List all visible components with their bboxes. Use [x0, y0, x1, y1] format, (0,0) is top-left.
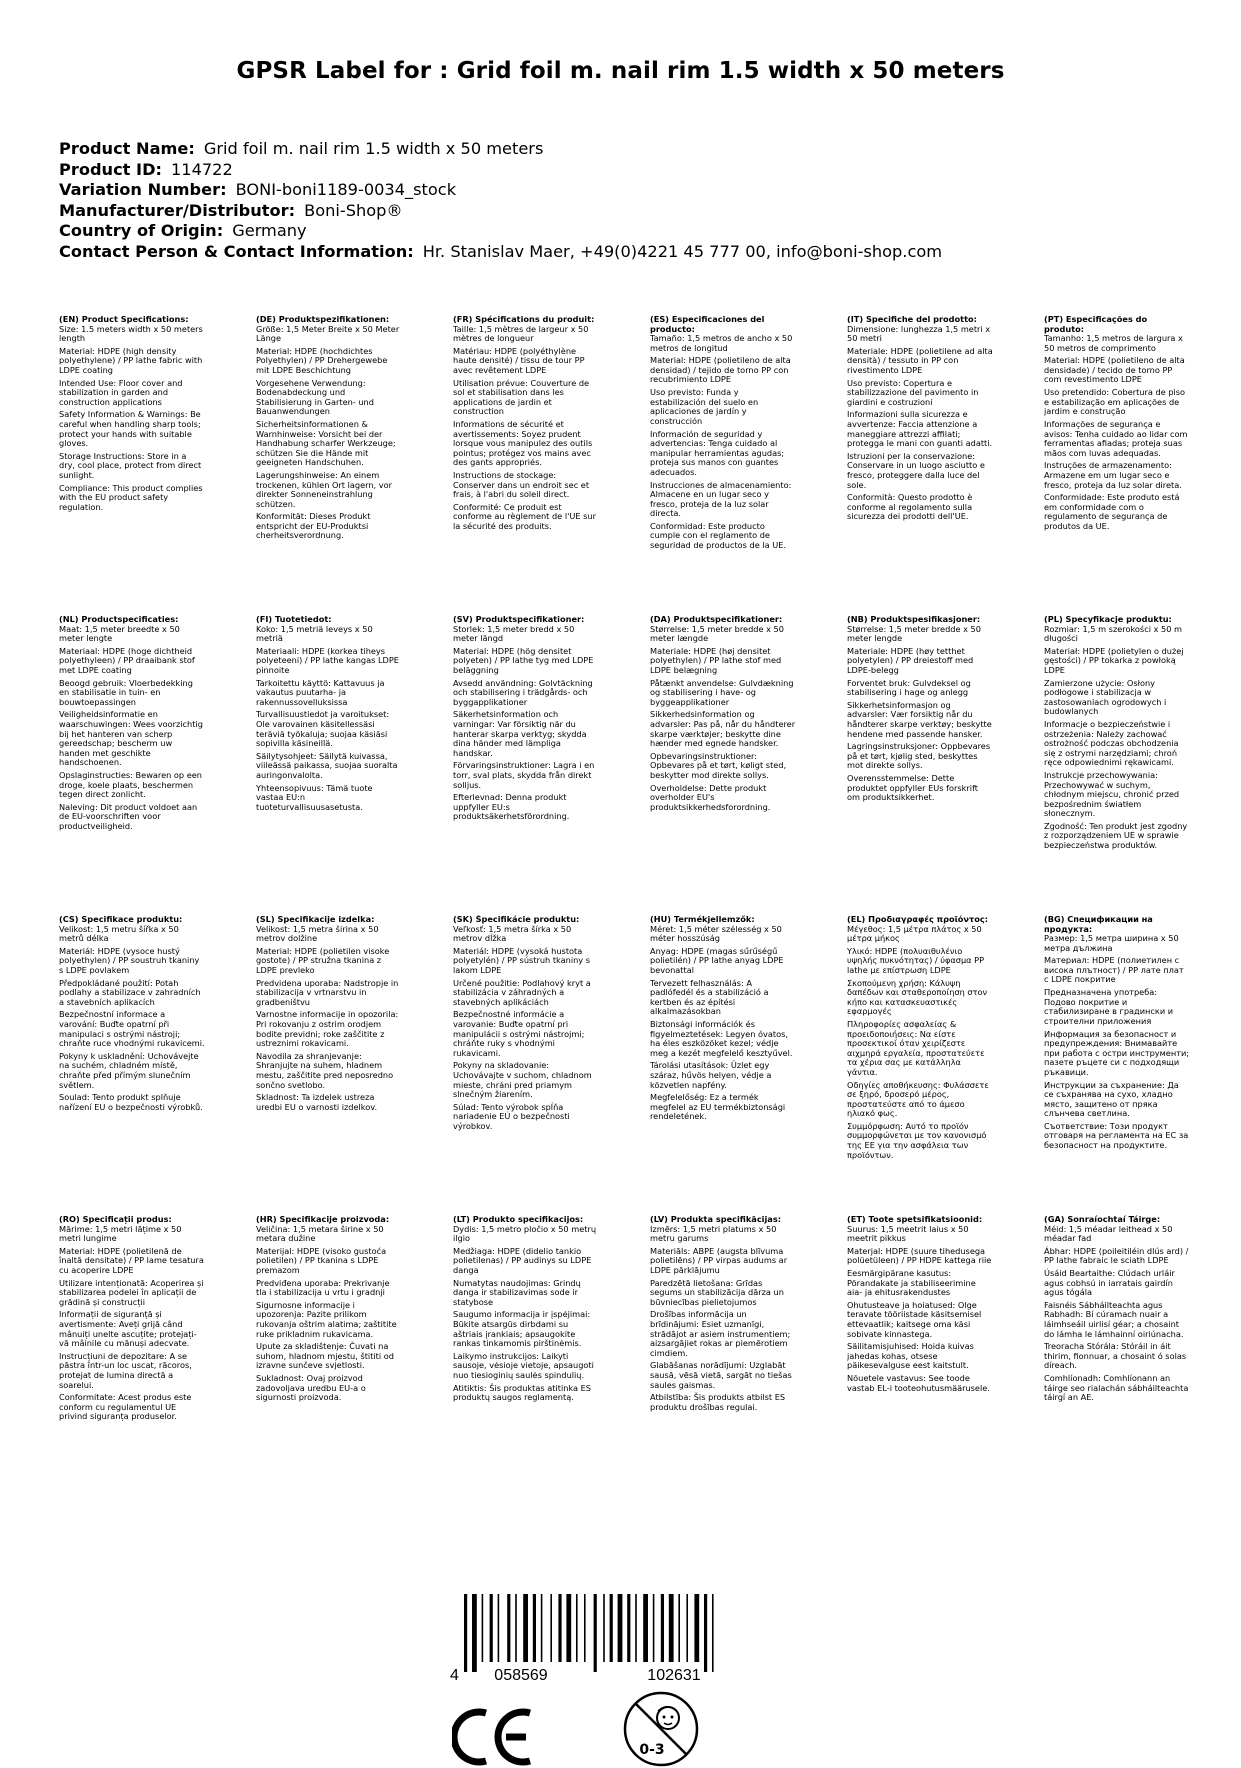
spec-paragraph: Информация за безопасност и предупреждения: Внимавайте при работа с остри инструменти; пазете ръцете си с подходящи ръкавици.	[1044, 1028, 1190, 1077]
spec-paragraph: Predvidena uporaba: Nadstropje in stabilizacija v vrtnarstvu in gradbeništvu	[256, 977, 399, 1007]
barcode-bar	[643, 1594, 648, 1662]
barcode-bar	[694, 1594, 699, 1662]
spec-paragraph: Materiál: HDPE (vysoká hustota polyetylén) / PP sústruh tkaniny s lakom LDPE	[453, 945, 591, 975]
spec-paragraph: Overholdelse: Dette produkt overholder EU's produktsikkerhedsforordning.	[650, 782, 771, 812]
spec-header: (CS) Specifikace produktu:	[59, 915, 183, 924]
spec-header: (LV) Produkta specifikācijas:	[650, 1215, 781, 1224]
spec-paragraph: Navodila za shranjevanje: Shranjujte na suhem, hladnem mestu, zaščitite pred neposredno sončno svetlobo.	[256, 1050, 394, 1090]
spec-paragraph: Súlad: Tento výrobok spĺňa nariadenie EÚ o bezpečnosti výrobkov.	[453, 1101, 570, 1131]
spec-paragraph: Storage Instructions: Store in a dry, cool place, protect from direct sunlight.	[59, 450, 202, 480]
spec-paragraph: Anyag: HDPE (magas sűrűségű polietilén) / PP lathe anyag LDPE bevonattal	[650, 945, 784, 975]
spec-paragraph: Material: HDPE (polietilen visoke gostote) / PP stružna tkanina z LDPE prevleko	[256, 945, 390, 975]
spec-paragraph: Veiligheidsinformatie en waarschuwingen: Wees voorzichtig bij het hanteren van scherp gereedschap; bescherm uw handen met geschikte handschoenen.	[59, 709, 203, 768]
spec-paragraph: Zgodność: Ten produkt jest zgodny z rozporządzeniem UE w sprawie bezpieczeństwa produktów.	[1044, 820, 1188, 850]
spec-paragraph: Lagringsinstruksjoner: Oppbevares på et tørt, kjølig sted, beskyttes mot direkte sollys.	[847, 741, 991, 771]
spec-paragraph: Megfelelőség: Ez a termék megfelel az EU termékbiztonsági rendeletének.	[650, 1092, 786, 1122]
spec-paragraph: Pokyny na skladovanie: Uchovávajte v suchom, chladnom mieste, chráni pred priamym slnečným žiarením.	[453, 1060, 592, 1100]
spec-paragraph: Efterlevnad: Denna produkt uppfyller EU:s produktsäkerhetsförordning.	[453, 792, 570, 822]
spec-paragraph: Conformità: Questo prodotto è conforme al regolamento sulla sicurezza dei prodotti dell'UE.	[847, 492, 973, 522]
spec-paragraph: Tamaño: 1,5 metros de ancho x 50 metros de longitud	[650, 333, 793, 353]
spec-paragraph: Úsáid Beartaithe: Clúdach urláir agus cobhsú in iarratais gairdín agus tógála	[1044, 1268, 1175, 1298]
spec-block	[650, 315, 796, 615]
spec-paragraph: Συμμόρφωση: Αυτό το προϊόν συμμορφώνεται με τον κανονισμό της ΕΕ για την ασφάλεια των προϊόντων.	[847, 1120, 987, 1160]
spec-paragraph: Vorgesehene Verwendung: Bodenabdeckung und Stabilisierung in Garten- und Bauanwendungen	[256, 377, 374, 417]
info-value: Germany	[232, 221, 307, 241]
spec-paragraph: Saugumo informacija ir įspėjimai: Būkite atsargūs dirbdami su aštriais įrankiais; apsaugokite rankas tinkamomis pirštinėmis.	[453, 1309, 591, 1349]
spec-paragraph: Materiale: HDPE (høj densitet polyethylen) / PP lathe stof med LDPE belægning	[650, 645, 782, 675]
spec-paragraph: Drošības informācija un brīdinājumi: Esiet uzmanīgi, strādājot ar asiem instrumentiem; aizsargājiet rokas ar piemērotiem cimdiem.	[650, 1309, 791, 1358]
spec-header: (LT) Produkto specifikacijos:	[453, 1215, 584, 1224]
barcode-digits-right: 102631	[647, 1667, 701, 1684]
spec-paragraph: Material: HDPE (high density polyethylene) / PP lathe fabric with LDPE coating	[59, 345, 203, 375]
info-label: Manufacturer/Distributor:	[59, 200, 296, 220]
spec-paragraph: Sigurnosne informacije i upozorenja: Pazite prilikom rukovanja oštrim alatima; zaštitite ruke prikladnim rukavicama.	[256, 1299, 397, 1339]
spec-paragraph: Maat: 1,5 meter breedte x 50 meter lengte	[59, 623, 180, 644]
spec-block	[256, 615, 402, 915]
spec-header: (HU) Termékjellemzők:	[650, 915, 755, 924]
spec-block	[650, 615, 796, 915]
spec-paragraph: Laikymo instrukcijos: Laikyti sausoje, vėsioje vietoje, apsaugoti nuo tiesioginių saulės spindulių.	[453, 1350, 594, 1380]
spec-paragraph: Sukladnost: Ovaj proizvod zadovoljava uredbu EU-a o sigurnosti proizvoda.	[256, 1373, 366, 1403]
spec-paragraph: Påtænkt anvendelse: Gulvdækning og stabilisering i have- og byggeapplikationer	[650, 677, 794, 707]
spec-header: (PT) Especificações do produto:	[1044, 315, 1148, 334]
barcode-bar	[498, 1594, 500, 1662]
spec-paragraph: Skladnost: Ta izdelek ustreza uredbi EU o varnosti izdelkov.	[256, 1092, 378, 1112]
spec-header: (NL) Productspecificaties:	[59, 615, 179, 624]
spec-block	[453, 615, 599, 915]
spec-paragraph: Informations de sécurité et avertissements: Soyez prudent lorsque vous manipulez des outils pointus; protégez vos mains avec des gants appropriés.	[453, 419, 593, 468]
barcode-bar	[515, 1594, 517, 1662]
spec-paragraph: Upute za skladištenje: Čuvati na suhom, hladnom mjestu, štititi od izravne sunčeve svjetlosti.	[256, 1341, 394, 1371]
info-label: Variation Number:	[59, 180, 227, 200]
spec-paragraph: Størrelse: 1,5 meter bredde x 50 meter lengde	[847, 623, 981, 644]
spec-paragraph: Opbevaringsinstruktioner: Opbevares på et tørt, køligt sted, beskytter mod direkte sollys.	[650, 750, 787, 780]
spec-paragraph: Conformité: Ce produit est conforme au règlement de l'UE sur la sécurité des produits.	[453, 501, 596, 531]
spec-paragraph: Instrucciones de almacenamiento: Almacene en un lugar seco y fresco, proteja de la luz solar directa.	[650, 479, 792, 519]
manufacturer-row	[59, 201, 942, 222]
spec-paragraph: Veľkosť: 1,5 metra šírka x 50 metrov dĺžka	[453, 923, 572, 944]
spec-block	[1044, 615, 1190, 915]
barcode-bar	[576, 1594, 578, 1662]
barcode-bar	[618, 1594, 623, 1662]
spec-block	[59, 1215, 205, 1515]
spec-paragraph: Materiale: HDPE (polietilene ad alta densità) / tessuto in PP con rivestimento LDPE	[847, 345, 993, 375]
spec-paragraph: Velikost: 1,5 metra širina x 50 metrov dolžine	[256, 923, 379, 944]
spec-paragraph: Informazioni sulla sicurezza e avvertenze: Faccia attenzione a maneggiare attrezzi affilati; protegga le mani con guanti adatti.	[847, 409, 993, 449]
barcode-bar	[584, 1594, 586, 1662]
spec-paragraph: Υλικό: HDPE (πολυαιθυλένιο υψηλής πυκνότητας) / ύφασμα PP lathe με επίστρωση LDPE	[847, 945, 985, 975]
spec-paragraph: Ohutusteave ja hoiatused: Olge teravate tööriistade käsitsemisel ettevaatlik; kaitsege oma käsi sobivate kinnastega.	[847, 1299, 982, 1339]
spec-block	[256, 1215, 402, 1515]
product-id-row	[59, 160, 942, 181]
spec-paragraph: Informações de segurança e avisos: Tenha cuidado ao lidar com ferramentas afiadas; proteja suas mãos com luvas adequadas.	[1044, 419, 1188, 458]
spec-paragraph: Förvaringsinstruktioner: Lagra i en torr, sval plats, skydda från direkt solljus.	[453, 760, 595, 790]
spec-paragraph: Lagerungshinweise: An einem trockenen, kühlen Ort lagern, vor direkter Sonneneinstrahlung schützen.	[256, 469, 392, 509]
info-value: Boni-Shop®	[304, 200, 403, 220]
spec-paragraph: Material: HDPE (polietilenă de înaltă densitate) / PP lame tesatura cu acoperire LDPE	[59, 1245, 204, 1275]
spec-paragraph: Forventet bruk: Gulvdeksel og stabilisering i hage og anlegg	[847, 677, 971, 698]
spec-paragraph: Intended Use: Floor cover and stabilization in garden and construction applications	[59, 377, 183, 407]
spec-block	[453, 915, 599, 1215]
spec-paragraph: Materiale: HDPE (høy tetthet polyetylen) / PP dreiestoff med LDPE-belegg	[847, 645, 974, 675]
spec-block	[453, 1215, 599, 1515]
spec-paragraph: Turvallisuustiedot ja varoitukset: Ole varovainen käsitellessäsi teräviä työkaluja; suojaa käsiäsi sopivilla käsineillä.	[256, 709, 390, 749]
spec-paragraph: Overensstemmelse: Dette produktet oppfyller EUs forskrift om produktsikkerhet.	[847, 773, 979, 803]
spec-header: (SV) Produktspecifikationer:	[453, 615, 585, 624]
info-label: Product ID:	[59, 159, 162, 179]
barcode-bar	[678, 1594, 680, 1662]
spec-paragraph: Инструкции за съхранение: Да се съхранява на сухо, хладно място, защитено от пряка слънчева светлина.	[1044, 1079, 1179, 1119]
spec-paragraph: Bezpečnostní informace a varování: Buďte opatrní při manipulaci s ostrými nástroji; chraňte ruce vhodnými rukavicemi.	[59, 1009, 205, 1049]
spec-paragraph: Ábhar: HDPE (poileitiléin dlús ard) / PP lathe fabraic le sciath LDPE	[1044, 1245, 1189, 1266]
spec-header: (NB) Produktspesifikasjoner:	[847, 615, 981, 624]
spec-paragraph: Material: HDPE (polietileno de alta densidade) / tecido de torno PP com revestimento LDPE	[1044, 355, 1185, 385]
spec-paragraph: Materiaal: HDPE (hoge dichtheid polyethyleen) / PP draaibank stof met LDPE coating	[59, 645, 195, 675]
spec-paragraph: Tarkoitettu käyttö: Kattavuus ja vakautus puutarha- ja rakennussovelluksissa	[256, 677, 385, 707]
spec-paragraph: Οδηγίες αποθήκευσης: Φυλάσσετε σε ξηρό, δροσερό μέρος, προστατεύστε από το άμεσο ηλιακό φως.	[847, 1079, 989, 1119]
spec-block	[1044, 1215, 1190, 1515]
spec-paragraph: Nõuetele vastavus: See toode vastab EL-i tooteohutusmäärusele.	[847, 1373, 990, 1393]
spec-block	[256, 915, 402, 1215]
spec-paragraph: Instructions de stockage: Conserver dans un endroit sec et frais, à l'abri du soleil direct.	[453, 469, 590, 500]
spec-paragraph: Säkerhetsinformation och varningar: Var försiktig när du hanterar skarpa verktyg; skydda dina händer med lämpliga handskar.	[453, 709, 587, 758]
spec-paragraph: Biztonsági információk és figyelmeztetések: Legyen óvatos, ha éles eszközöket kezel; védje meg a kezét megfelelő kesztyűvel.	[650, 1019, 793, 1058]
spec-paragraph: Určené použitie: Podlahový kryt a stabilizácia v záhradných a stavebných aplikáciách	[453, 977, 591, 1007]
spec-paragraph: Materiāls: ABPE (augsta blīvuma polietilēns) / PP virpas audums ar LDPE pārklājumu	[650, 1245, 788, 1275]
spec-block	[59, 615, 205, 915]
spec-paragraph: Material: HDPE (polietileno de alta densidad) / tejido de torno PP con recubrimiento LDPE	[650, 355, 791, 385]
barcode-digit-first: 4	[450, 1667, 459, 1684]
spec-block	[650, 1215, 796, 1515]
spec-header: (ET) Toote spetsifikatsioonid:	[847, 1215, 983, 1224]
spec-paragraph: Opslaginstructies: Bewaren op een droge, koele plaats, beschermen tegen direct zonlicht.	[59, 769, 202, 800]
spec-paragraph: Tamanho: 1,5 metros de largura x 50 metros de comprimento	[1044, 333, 1183, 353]
country-of-origin-row	[59, 221, 942, 242]
spec-paragraph: Matériau: HDPE (polyéthylène haute densité) / tissu de tour PP avec revêtement LDPE	[453, 345, 585, 375]
spec-block	[59, 315, 205, 615]
spec-paragraph: Veličina: 1,5 metara širine x 50 metara dužine	[256, 1223, 384, 1244]
spec-paragraph: Uso previsto: Copertura e stabilizzazione del pavimento in giardini e costruzioni	[847, 377, 979, 407]
spec-paragraph: Instrukcje przechowywania: Przechowywać w suchym, chłodnym miejscu, chronić przed bezpośrednim światłem słonecznym.	[1044, 769, 1180, 819]
spec-paragraph: Материал: HDPE (полиетилен с висока плътност) / PP лате плат с LDPE покритие	[1044, 955, 1184, 985]
spec-paragraph: Größe: 1,5 Meter Breite x 50 Meter Länge	[256, 323, 400, 344]
spec-paragraph: Informații de siguranță și avertismente: Aveți grijă când mânuiți unelte ascuțite; protejați-vă mâinile cu mănuși adecvate.	[59, 1309, 197, 1349]
spec-paragraph: Πληροφορίες ασφαλείας & προειδοποιήσεις: Να είστε προσεκτικοί όταν χειρίζεστε αιχμηρά εργαλεία, προστατεύετε τα χέρια σας με κατάλληλα γάντια.	[847, 1019, 985, 1077]
spec-paragraph: Konformität: Dieses Produkt entspricht der EU-Produktsi cherheitsverordnung.	[256, 511, 371, 541]
barcode-bar	[669, 1594, 674, 1662]
spec-paragraph: Izmērs: 1,5 metri platums x 50 metru garums	[650, 1223, 777, 1244]
spec-paragraph: Atitiktis: Šis produktas atitinka ES produktų saugos reglamentą.	[453, 1382, 591, 1403]
spec-paragraph: Suurus: 1,5 meetrit laius x 50 meetrit pikkus	[847, 1223, 969, 1244]
barcode-bar	[686, 1594, 688, 1662]
info-label: Country of Origin:	[59, 221, 224, 241]
barcode-bar	[472, 1594, 477, 1672]
spec-paragraph: Varnostne informacije in opozorila: Pri rokovanju z ostrim orodjem bodite previdni; roke zaščitite z ustreznimi rokavicami.	[256, 1009, 399, 1049]
spec-paragraph: Material: HDPE (hochdichtes Polyethylen) / PP Drehergewebe mit LDPE Beschichtung	[256, 345, 388, 375]
spec-paragraph: Tervezett felhasználás: A padlófedél és a stabilizáció a kertben és az építési alkalmazásokban	[650, 977, 769, 1017]
spec-header: (EN) Product Specifications:	[59, 315, 189, 324]
spec-block	[59, 915, 205, 1215]
spec-block	[453, 315, 599, 615]
variation-number-row	[59, 180, 942, 201]
spec-paragraph: Koko: 1,5 metriä leveys x 50 metriä	[256, 623, 373, 644]
barcode-bar	[558, 1594, 561, 1662]
spec-paragraph: Instruções de armazenamento: Armazene em um lugar seco e fresco, proteja da luz solar direta.	[1044, 460, 1182, 490]
spec-paragraph: Glabāšanas norādījumi: Uzglabāt sausā, vēsā vietā, sargāt no tiešas saules gaismas.	[650, 1360, 792, 1390]
spec-paragraph: Zamierzone użycie: Osłony podłogowe i stabilizacja w zastosowaniach ogrodowych i budowlanych	[1044, 677, 1167, 717]
spec-paragraph: Съответствие: Този продукт отговаря на регламента на ЕС за безопасност на продуктите.	[1044, 1120, 1189, 1150]
contact-row	[59, 242, 942, 263]
spec-paragraph: Pokyny k uskladnění: Uchovávejte na suchém, chladném místě, chraňte před přímým slunečním světlem.	[59, 1050, 199, 1090]
spec-paragraph: Avsedd användning: Golvtäckning och stabilisering i trädgårds- och byggapplikationer	[453, 677, 593, 707]
spec-paragraph: Yhteensopivuus: Tämä tuote vastaa EU:n tuoteturvallisuusasetusta.	[256, 782, 373, 812]
barcode-bar	[653, 1594, 655, 1662]
spec-paragraph: Uso pretendido: Cobertura de piso e estabilização em aplicações de jardim e construção	[1044, 387, 1186, 417]
barcode-bar	[550, 1594, 552, 1662]
spec-block	[650, 915, 796, 1215]
spec-paragraph: Faisnéis Sábháilteachta agus Rabhadh: Bí cúramach nuair a láimhseáil uirlisí géar; a chosaint do lámha le lámhainní oiriúnacha.	[1044, 1299, 1184, 1339]
spec-paragraph: Taille: 1,5 mètres de largeur x 50 mètres de longueur	[453, 323, 589, 344]
spec-paragraph: Materiál: HDPE (vysoce hustý polyethylen) / PP soustruh tkaniny s LDPE povlakem	[59, 945, 200, 975]
age-warning-text: 0-3	[639, 1742, 665, 1758]
spec-header: (EL) Προδιαγραφές προϊόντος:	[847, 915, 988, 924]
spec-paragraph: Naleving: Dit product voldoet aan de EU-voorschriften voor productveiligheid.	[59, 801, 198, 831]
spec-paragraph: Sikkerhetsinformasjon og advarsler: Vær forsiktig når du håndterer skarpe verktøy; beskytte hendene med passende hansker.	[847, 699, 992, 739]
spec-paragraph: Dydis: 1,5 metro pločio x 50 metrų ilgio	[453, 1223, 597, 1244]
spec-paragraph: Treoracha Stórála: Stóráil in áit thirim, fionnuar, a chosaint ó solas díreach.	[1044, 1341, 1187, 1371]
spec-header: (BG) Спецификации на продукта:	[1044, 915, 1153, 934]
spec-header: (GA) Sonraíochtaí Táirge:	[1044, 1215, 1161, 1224]
age-warning-icon	[622, 1690, 700, 1768]
barcode-bar	[635, 1594, 637, 1662]
info-value: Hr. Stanislav Maer, +49(0)4221 45 777 00, info@boni-shop.com	[422, 241, 943, 261]
page-title: GPSR Label for : Grid foil m. nail rim 1.5 width x 50 meters	[236, 58, 1005, 84]
spec-paragraph: Comhlíonadh: Comhlíonann an táirge seo rialachán sábháilteachta táirgí an AE.	[1044, 1373, 1189, 1403]
spec-paragraph: Materjal: HDPE (suure tihedusega polüetüleen) / PP HDPE kattega riie	[847, 1245, 992, 1266]
product-info	[59, 139, 942, 263]
barcode-bar	[594, 1594, 597, 1672]
spec-paragraph: Materiał: HDPE (polietylen o dużej gęstości) / PP tokarka z powłoką LDPE	[1044, 645, 1184, 675]
spec-paragraph: Säilytysohjeet: Säilytä kuivassa, viileässä paikassa, suojaa suoralta auringonvalolta.	[256, 750, 398, 780]
barcode-bar	[490, 1594, 493, 1662]
barcode-bar	[523, 1594, 528, 1662]
barcode-bar	[507, 1594, 510, 1662]
spec-paragraph: Instrucțiuni de depozitare: A se păstra într-un loc uscat, răcoros, protejat de lumina directă a soarelui.	[59, 1350, 192, 1390]
spec-paragraph: Uso previsto: Funda y estabilización del suelo en aplicaciones de jardín y construcción	[650, 387, 759, 426]
spec-paragraph: Sikkerhedsinformation og advarsler: Pas på, når du håndterer skarpe værktøjer; beskytte dine hænder med egnede handsker.	[650, 709, 796, 749]
spec-paragraph: Informacje o bezpieczeństwie i ostrzeżenia: Należy zachować ostrożność podczas obchodzenia się z ostrymi narzędziami; chroń ręce odpowiednimi rękawicami.	[1044, 719, 1179, 768]
barcode-bar	[541, 1594, 543, 1662]
spec-block	[847, 315, 993, 615]
spec-paragraph: Méret: 1,5 méter szélesség x 50 méter hosszúság	[650, 923, 782, 944]
barcode-bar	[533, 1594, 536, 1662]
spec-paragraph: Σκοπούμενη χρήση: Κάλυψη δαπέδων και σταθεροποίηση στον κήπο και κατασκευαστικές εφαρμογές	[847, 977, 988, 1017]
spec-paragraph: Méid: 1,5 méadar leithead x 50 méadar fad	[1044, 1223, 1173, 1244]
info-label: Contact Person & Contact Information:	[59, 241, 414, 261]
spec-paragraph: Säilitamisjuhised: Hoida kuivas jahedas kohas, otsese päikesevalguse eest kaitstult.	[847, 1341, 974, 1371]
spec-header: (PL) Specyfikacje produktu:	[1044, 615, 1172, 624]
barcode-bar	[603, 1594, 605, 1662]
spec-paragraph: Размер: 1,5 метра ширина x 50 метра дължина	[1044, 933, 1179, 953]
spec-paragraph: Conformidade: Este produto está em conformidade com o regulamento de segurança de produtos da UE.	[1044, 492, 1180, 531]
spec-paragraph: Materijal: HDPE (visoko gustoća polietilen) / PP tkanina s LDPE premazom	[256, 1245, 387, 1275]
barcode-bar	[566, 1594, 571, 1662]
spec-paragraph: Numatytas naudojimas: Grindų danga ir stabilizavimas sode ir statybose	[453, 1277, 581, 1307]
spec-paragraph: Materiaali: HDPE (korkea tiheys polyeteeni) / PP lathe kangas LDPE pinnoite	[256, 645, 399, 675]
info-value: BONI-boni1189-0034_stock	[235, 180, 457, 200]
spec-header: (ES) Especificaciones del producto:	[650, 315, 765, 334]
spec-paragraph: Size: 1.5 meters width x 50 meters length	[59, 323, 203, 344]
spec-paragraph: Conformidad: Este producto cumple con el reglamento de seguridad de productos de la UE.	[650, 520, 787, 550]
spec-paragraph: Istruzioni per la conservazione: Conservare in un luogo asciutto e fresco, proteggere dalla luce del sole.	[847, 450, 985, 490]
barcode-bar	[482, 1594, 484, 1662]
spec-header: (SL) Specifikacije izdelka:	[256, 915, 375, 924]
spec-block	[847, 615, 993, 915]
spec-paragraph: Предназначена употреба: Подово покритие и стабилизиране в градински и строителни приложения	[1044, 987, 1174, 1026]
spec-paragraph: Conformitate: Acest produs este conform cu regulamentul UE privind siguranța produselor.	[59, 1392, 192, 1422]
spec-block	[1044, 915, 1190, 1215]
spec-paragraph: Beoogd gebruik: Vloerbedekking en stabilisatie in tuin- en bouwtoepassingen	[59, 677, 193, 707]
info-label: Product Name:	[59, 139, 195, 158]
spec-paragraph: Compliance: This product complies with the EU product safety regulation.	[59, 482, 203, 512]
spec-block	[1044, 315, 1190, 615]
spec-header: (FR) Spécifications du produit:	[453, 315, 595, 324]
info-value: Grid foil m. nail rim 1.5 width x 50 meters	[203, 139, 544, 158]
spec-header: (IT) Specifiche del prodotto:	[847, 315, 977, 324]
barcode-bar	[464, 1594, 467, 1672]
barcode-bar	[610, 1594, 613, 1662]
spec-paragraph: Información de seguridad y advertencias: Tenga cuidado al manipular herramientas agudas; proteja sus manos con guantes adecuados.	[650, 428, 785, 477]
spec-paragraph: Utilisation prévue: Couverture de sol et stabilisation dans les applications de jardin et construction	[453, 377, 590, 417]
spec-paragraph: Předpokládané použití: Potah podlahy a stabilizace v zahradních a stavebních aplikacích	[59, 977, 201, 1007]
spec-paragraph: Material: HDPE (hög densitet polyeten) / PP lathe tyg med LDPE beläggning	[453, 645, 594, 675]
spec-paragraph: Utilizare intenționată: Acoperirea și stabilizarea podelei în aplicații de grădină și construcții	[59, 1277, 204, 1307]
spec-header: (FI) Tuotetiedot:	[256, 615, 332, 624]
spec-paragraph: Medžiaga: HDPE (didelio tankio polietilenas) / PP audinys su LDPE danga	[453, 1245, 592, 1275]
specifications-grid	[59, 315, 1239, 1515]
spec-block	[847, 915, 993, 1215]
spec-paragraph: Rozmiar: 1,5 m szerokości x 50 m długości	[1044, 623, 1183, 644]
spec-paragraph: Paredzētā lietošana: Grīdas segums un stabilizācija dārza un būvniecības pielietojumos	[650, 1277, 784, 1307]
spec-header: (DE) Produktspezifikationen:	[256, 315, 390, 324]
spec-block	[847, 1215, 993, 1515]
spec-paragraph: Storlek: 1,5 meter bredd x 50 meter längd	[453, 623, 575, 644]
barcode-bar	[661, 1594, 664, 1662]
spec-paragraph: Predviđena uporaba: Prekrivanje tla i stabilizacija u vrtu i gradnji	[256, 1277, 390, 1298]
spec-paragraph: Velikost: 1,5 metru šířka x 50 metrů délka	[59, 923, 179, 944]
info-value: 114722	[170, 159, 233, 179]
spec-paragraph: Sicherheitsinformationen & Warnhinweise: Vorsicht bei der Handhabung scharfer Werkzeuge; schützen Sie die Hände mit geeigneten Handschuhen.	[256, 419, 396, 468]
spec-header: (HR) Specifikacije proizvoda:	[256, 1215, 390, 1224]
barcode-bars	[464, 1594, 714, 1672]
spec-header: (SK) Špecifikácie produktu:	[453, 915, 580, 924]
spec-paragraph: Soulad: Tento produkt splňuje nařízení EU o bezpečnosti výrobků.	[59, 1092, 203, 1112]
barcode-bar	[627, 1594, 630, 1662]
spec-paragraph: Safety Information & Warnings: Be careful when handling sharp tools; protect your hands with suitable gloves.	[59, 409, 201, 449]
spec-paragraph: Mărime: 1,5 metri lățime x 50 metri lungime	[59, 1223, 182, 1244]
ce-mark-icon	[452, 1707, 534, 1767]
spec-paragraph: Størrelse: 1,5 meter bredde x 50 meter længde	[650, 623, 784, 644]
spec-header: (DA) Produktspecifikationer:	[650, 615, 783, 624]
spec-paragraph: Dimensione: lunghezza 1,5 metri x 50 metri	[847, 323, 991, 344]
spec-paragraph: Μέγεθος: 1,5 μέτρα πλάτος x 50 μέτρα μήκος	[847, 923, 982, 944]
barcode-bar	[712, 1594, 714, 1672]
spec-block	[256, 315, 402, 615]
spec-paragraph: Bezpečnostné informácie a varovanie: Buďte opatrní pri manipulácii s ostrými nástrojmi; chráňte ruky s vhodnými rukavicami.	[453, 1009, 585, 1058]
barcode	[438, 1594, 748, 1684]
barcode-bar	[704, 1594, 707, 1672]
product-name-row	[59, 139, 942, 160]
barcode-digits-left: 058569	[494, 1667, 548, 1684]
spec-header: (RO) Specificații produs:	[59, 1215, 172, 1224]
spec-paragraph: Atbilstība: Šis produkts atbilst ES produktu drošības regulai.	[650, 1392, 786, 1412]
spec-paragraph: Tárolási utasítások: Üzlet egy száraz, hűvös helyen, védje a közvetlen napfény.	[650, 1060, 772, 1090]
spec-paragraph: Eesmärgipärane kasutus: Põrandakate ja stabiliseerimine aia- ja ehitusrakendustes	[847, 1268, 976, 1298]
